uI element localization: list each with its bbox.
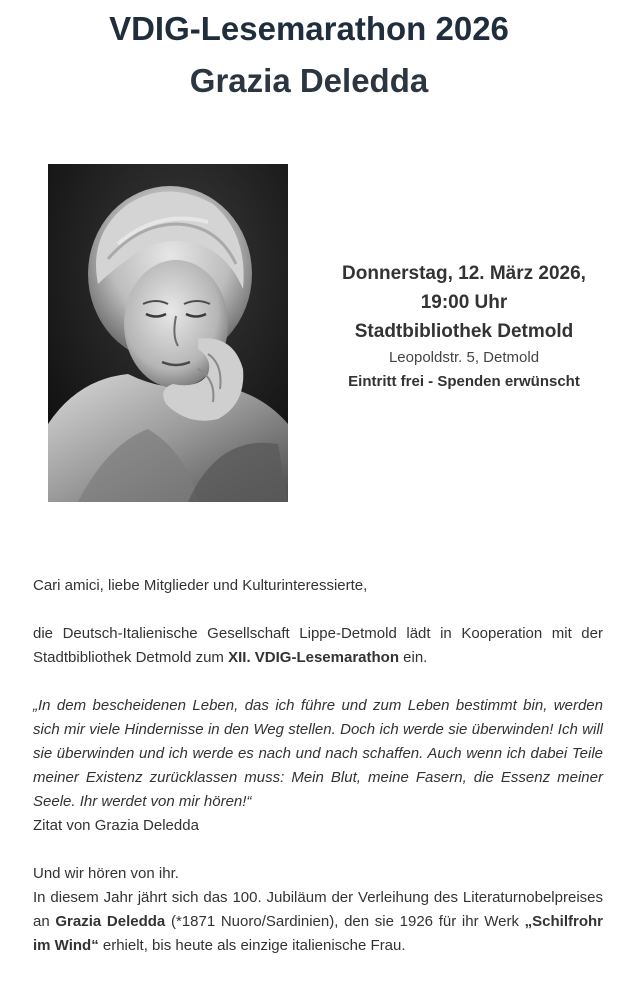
quote-source: Zitat von Grazia Deledda — [33, 817, 199, 834]
invitation-end: ein. — [398, 649, 428, 666]
event-venue: Stadtbibliothek Detmold — [354, 321, 574, 342]
deledda-quote: „In dem bescheidenen Leben, das ich führe und zum Leben bestimmt bin, werden sich mir viele Hindernisse in den Weg stellen. Doch ich werde sie überwinden! Ich will sie überwinden und ich werde es nach und nach schaffen. Auch wenn ich dabei Teile meiner Existenz zurücklassen muss: Mein Blut, meine Fasern, die Essenz meiner Seele. Ihr werdet von mir hören!“ — [33, 697, 603, 810]
event-address: Leopoldstr. 5, Detmold — [388, 349, 540, 366]
jubilee-paragraph — [33, 886, 603, 958]
portrait-illustration — [48, 164, 288, 502]
greeting: Cari amici, liebe Mitglieder und Kulturinteressierte, — [33, 577, 368, 594]
jubilee-mid: (*1871 Nuoro/Sardinien), den sie 1926 für ihr Werk — [165, 913, 525, 930]
page-subtitle: Grazia Deledda — [189, 62, 429, 99]
hear-line: Und wir hören von ihr. — [33, 865, 179, 882]
invitation-event-name: XII. VDIG-Lesemarathon — [228, 649, 399, 666]
jubilee-end: erhielt, bis heute als einzige italienische Frau. — [98, 937, 406, 954]
invitation-paragraph — [33, 622, 603, 670]
event-date: Donnerstag, 12. März 2026, — [342, 263, 586, 284]
page-title: VDIG-Lesemarathon 2026 — [109, 10, 509, 47]
invitation-text: die Deutsch-Italienische Gesellschaft Lippe-Detmold lädt in Kooperation mit der Stadtbibliothek Detmold zum — [33, 625, 603, 666]
event-time: 19:00 Uhr — [420, 292, 508, 313]
jubilee-author: Grazia Deledda — [55, 913, 166, 930]
portrait-photo — [48, 164, 288, 502]
event-entry: Eintritt frei - Spenden erwünscht — [348, 373, 580, 390]
jubilee-work: „Schilfrohr im Wind“ — [33, 913, 603, 954]
event-info — [314, 259, 614, 394]
jubilee-text: In diesem Jahr jährt sich das 100. Jubiläum der Verleihung des Literaturnobelpreises an — [33, 889, 603, 930]
